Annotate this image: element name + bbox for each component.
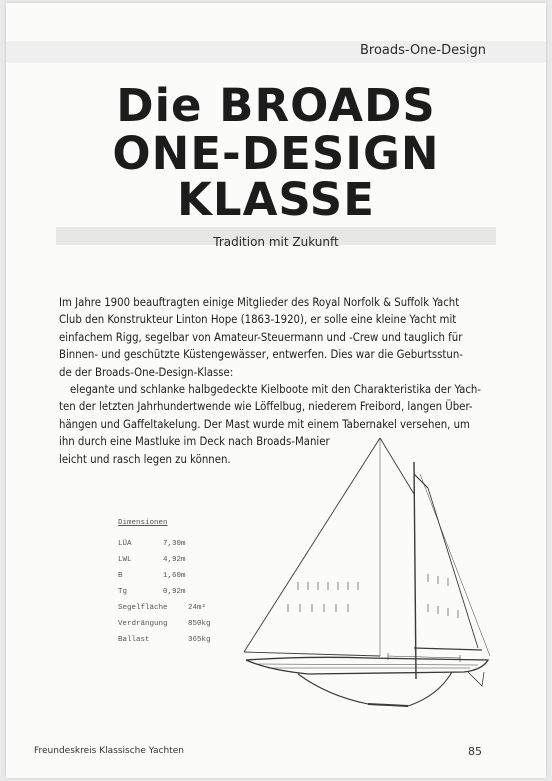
footer-publisher: Freundeskreis Klassische Yachten: [34, 746, 184, 756]
dimension-row: [118, 620, 211, 636]
dimension-value: 365kg: [188, 636, 211, 644]
dimension-label: B: [118, 572, 123, 580]
article-title-line-2: ONE-DESIGN: [112, 127, 440, 180]
dimension-label: LWL: [118, 556, 132, 564]
dimension-row: [118, 572, 186, 588]
body-line: Club den Konstrukteur Linton Hope (1863-1920), er solle eine kleine Yacht mit: [59, 313, 457, 327]
dimension-label: Verdrängung: [118, 620, 168, 628]
page-number: 85: [468, 745, 482, 758]
dimension-label: Ballast: [118, 636, 150, 644]
dimension-label: Tg: [118, 588, 128, 596]
body-line: ihn durch eine Mastluke im Deck nach Broads-Manier: [59, 435, 330, 449]
dimension-row: [118, 636, 211, 652]
body-line: elegante und schlanke halbgedeckte Kielboote mit den Charakteristika der Yach-: [70, 383, 482, 397]
magazine-page: [6, 3, 546, 778]
body-line: Binnen- und geschützte Küstengewässer, entwerfen. Dies war die Geburtsstun-: [59, 348, 463, 362]
dimension-row: [118, 588, 186, 604]
article-title-line-1: Die BROADS: [116, 79, 436, 132]
body-line: Im Jahre 1900 beauftragten einige Mitglieder des Royal Norfolk & Suffolk Yacht: [59, 296, 460, 309]
dimension-row: [118, 556, 186, 572]
body-line: leicht und rasch legen zu können.: [59, 452, 231, 466]
dimension-label: LÜA: [118, 540, 132, 548]
body-line: hängen und Gaffeltakelung. Der Mast wurde mit einem Tabernakel versehen, um: [59, 417, 470, 431]
dimensions-table: [118, 519, 211, 652]
body-line: einfachem Rigg, segelbar von Amateur-Steuermann und -Crew und tauglich für: [59, 330, 463, 344]
dimension-value: 850kg: [188, 620, 211, 628]
body-line: de der Broads-One-Design-Klasse:: [59, 365, 234, 379]
dimension-value: 24m²: [188, 604, 207, 612]
dimension-row: [118, 540, 186, 556]
dimension-label: Segelfläche: [118, 604, 168, 612]
dimensions-title: Dimensionen: [118, 519, 168, 527]
body-line: ten der letzten Jahrhundertwende wie Löffelbug, niederem Freibord, langen Über-: [59, 400, 473, 414]
dimension-row: [118, 604, 207, 620]
article-subtitle: Tradition mit Zukunft: [213, 235, 339, 249]
sailboat-drawing: [238, 434, 498, 712]
dimension-value: 0,92m: [163, 588, 186, 596]
section-title: Broads-One-Design: [359, 43, 486, 58]
dimension-value: 1,60m: [163, 572, 186, 580]
dimension-value: 7,30m: [163, 540, 186, 548]
article-title-line-3: KLASSE: [177, 173, 375, 226]
dimension-value: 4,92m: [163, 556, 186, 564]
